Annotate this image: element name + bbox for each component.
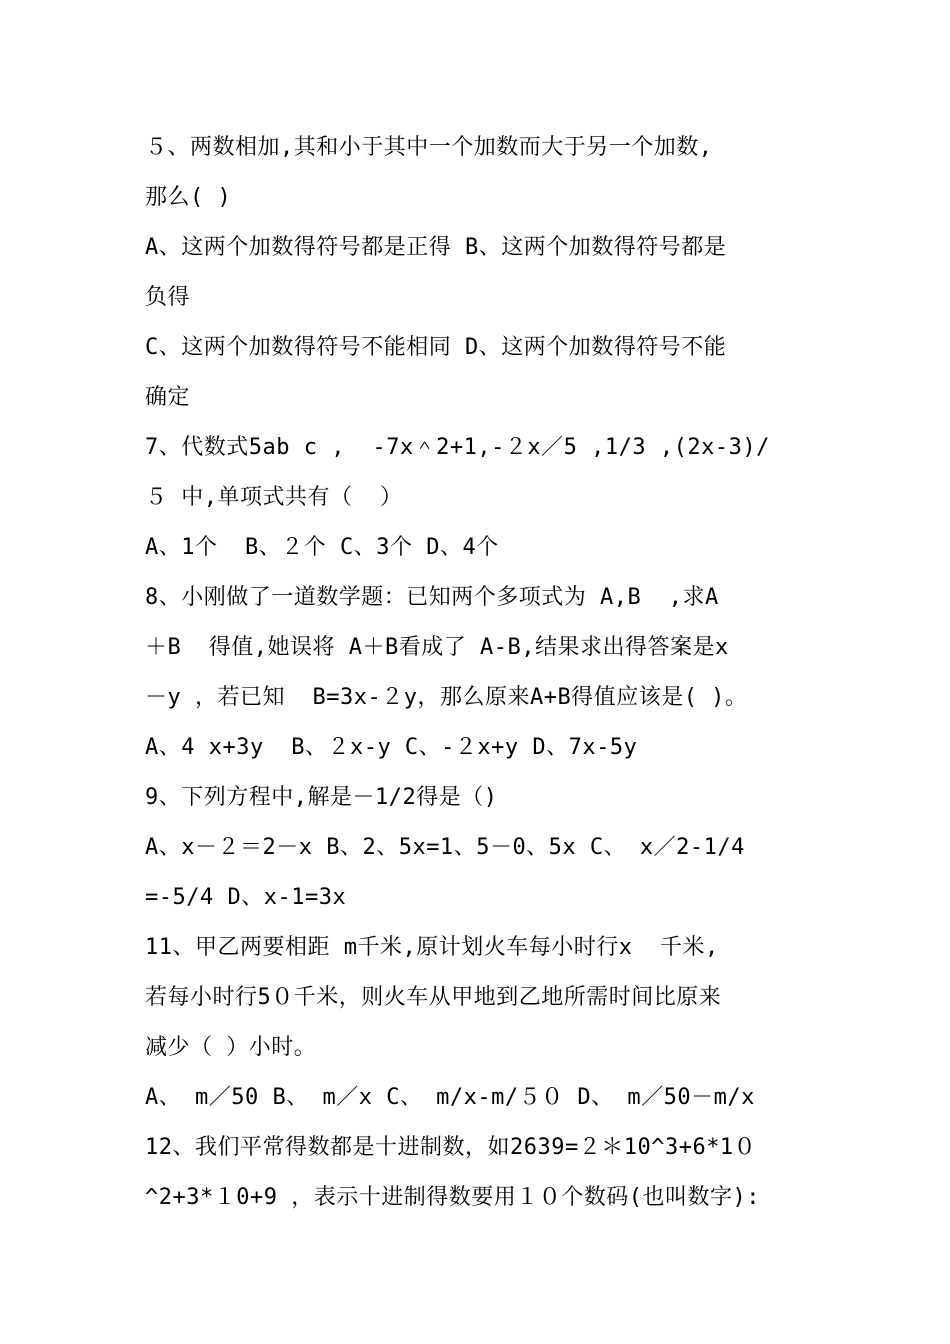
text-line: 9、下列方程中,解是－1/2得是（) bbox=[145, 785, 498, 810]
text-line: 12、我们平常得数都是十进制数，如2639=２＊10^3+6*1０ bbox=[145, 1135, 757, 1160]
text-line: ^2+3*１0+9 ，表示十进制得数要用１０个数码(也叫数字): bbox=[145, 1185, 760, 1210]
text-line: ５、两数相加,其和小于其中一个加数而大于另一个加数, bbox=[145, 135, 713, 160]
text-line: =-5/4 D、x-1=3x bbox=[145, 885, 347, 910]
text-line: 确定 bbox=[145, 385, 191, 410]
text-line: A、 m／50 B、 m／x C、 m/x-m/５０ D、 m／50－m/x bbox=[145, 1085, 755, 1110]
text-line: ５ 中,单项式共有（ ） bbox=[145, 485, 403, 510]
text-line: C、这两个加数得符号不能相同 D、这两个加数得符号不能 bbox=[145, 335, 727, 360]
text-line: 11、甲乙两要相距 m千米,原计划火车每小时行x 千米, bbox=[145, 935, 719, 960]
text-line: A、x－２＝2－x B、2、5x=1、5－0、5x C、 x／2-1/4 bbox=[145, 835, 745, 860]
text-line: 若每小时行5０千米，则火车从甲地到乙地所需时间比原来 bbox=[145, 985, 722, 1010]
text-line: 负得 bbox=[145, 285, 191, 310]
text-line: 7、代数式5ab c , -7x＾2+1,-２x／5 ,1/3 ,(2x-3)/ bbox=[145, 435, 770, 460]
document-body bbox=[145, 123, 835, 1223]
text-line: 减少（ ）小时。 bbox=[145, 1035, 317, 1060]
text-line: 8、小刚做了一道数学题：已知两个多项式为 A,B ,求A bbox=[145, 585, 719, 610]
text-line: 那么( ) bbox=[145, 185, 232, 210]
text-line: ＋B 得值,她误将 A＋B看成了 A-B,结果求出得答案是x bbox=[145, 635, 729, 660]
text-line: A、这两个加数得符号都是正得 B、这两个加数得符号都是 bbox=[145, 235, 727, 260]
text-line: －y ，若已知 B=3x-２y，那么原来A+B得值应该是( )。 bbox=[145, 685, 748, 710]
text-line: A、1个 B、２个 C、3个 D、4个 bbox=[145, 535, 499, 560]
text-line: A、4 x+3y B、２x-y C、-２x+y D、7x-5y bbox=[145, 735, 638, 760]
